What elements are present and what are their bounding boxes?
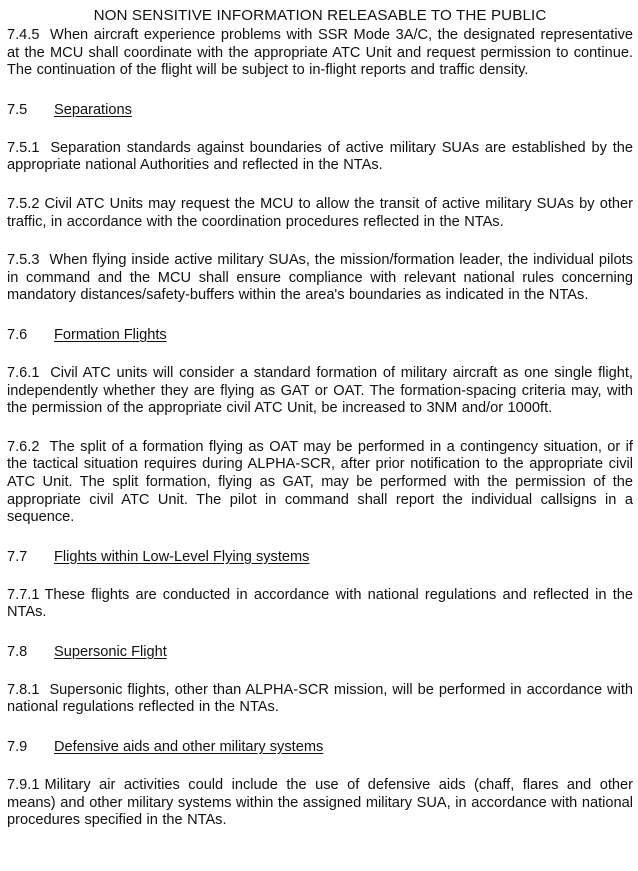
paragraph-text: Civil ATC Units may request the MCU to allow the transit of active military SUAs by other traffic, in accordance with the coordination procedures reflected in the NTAs. <box>7 195 633 230</box>
paragraph-7-7-1 <box>7 587 633 622</box>
paragraph-text: The split of a formation flying as OAT may be performed in a contingency situation, or if the tactical situation requires during ALPHA-SCR, after prior notification to the appropriate civil ATC Unit. The split formation, flying as GAT, may be performed with the permission of the appropriate civil ATC Unit. The pilot in command shall report the individual callsigns in a sequence. <box>7 438 633 526</box>
paragraph-7-6-1 <box>7 365 633 418</box>
paragraph-number: 7.8.1 <box>7 681 40 698</box>
paragraph-7-4-5 <box>7 27 633 80</box>
section-title: Separations <box>54 101 132 118</box>
paragraph-number: 7.5.2 <box>7 195 40 212</box>
section-number: 7.7 <box>7 548 28 565</box>
section-number: 7.5 <box>7 101 28 118</box>
section-heading-7-6 <box>7 326 633 344</box>
section-heading-7-7 <box>7 548 633 566</box>
paragraph-number: 7.7.1 <box>7 586 40 603</box>
paragraph-text: Military air activities could include the use of defensive aids (chaff, flares and other means) and other military systems within the assigned military SUA, in accordance with national procedures specified in the NTAs. <box>7 777 633 829</box>
paragraph-text: When aircraft experience problems with SSR Mode 3A/C, the designated representative at the MCU shall coordinate with the appropriate ATC Unit and request permission to continue. The continuation of the flight will be subject to in-flight reports and traffic density. <box>7 27 633 79</box>
paragraph-number: 7.9.1 <box>7 777 40 794</box>
paragraph-text: Separation standards against boundaries of active military SUAs are established by the appropriate national Authorities and reflected in the NTAs. <box>7 139 633 174</box>
paragraph-7-5-3 <box>7 252 633 305</box>
section-number: 7.6 <box>7 326 28 343</box>
section-heading-7-8 <box>7 643 633 661</box>
section-title: Supersonic Flight <box>54 643 167 660</box>
section-heading-7-9 <box>7 738 633 756</box>
section-title: Flights within Low-Level Flying systems <box>54 548 310 565</box>
section-heading-7-5 <box>7 101 633 119</box>
paragraph-number: 7.6.2 <box>7 438 40 455</box>
paragraph-number: 7.6.1 <box>7 364 40 381</box>
paragraph-7-6-2 <box>7 439 633 527</box>
section-title: Formation Flights <box>54 326 167 343</box>
paragraph-number: 7.4.5 <box>7 27 40 43</box>
section-number: 7.8 <box>7 643 28 660</box>
section-number: 7.9 <box>7 739 28 756</box>
paragraph-7-8-1 <box>7 682 633 717</box>
classification-header: NON SENSITIVE INFORMATION RELEASABLE TO THE PUBLIC <box>93 7 547 24</box>
paragraph-number: 7.5.3 <box>7 252 40 269</box>
paragraph-text: These flights are conducted in accordance with national regulations and reflected in the NTAs. <box>7 586 633 621</box>
paragraph-text: Civil ATC units will consider a standard formation of military aircraft as one single flight, independently whether they are flying as GAT or OAT. The formation-spacing criteria may, with the permission of the appropriate civil ATC Unit, be increased to 3NM and/or 1000ft. <box>7 364 633 417</box>
paragraph-number: 7.5.1 <box>7 139 40 156</box>
paragraph-text: Supersonic flights, other than ALPHA-SCR mission, will be performed in accordance with national regulations reflected in the NTAs. <box>7 681 633 716</box>
paragraph-text: When flying inside active military SUAs, the mission/formation leader, the individual pilots in command and the MCU shall ensure compliance with relevant national rules concerning mandatory distances/safety-buffers within the area's boundaries as indicated in the NTAs. <box>7 252 633 304</box>
paragraph-7-9-1 <box>7 777 633 830</box>
paragraph-7-5-2 <box>7 196 633 231</box>
section-title: Defensive aids and other military systems <box>54 739 324 756</box>
paragraph-7-5-1 <box>7 140 633 175</box>
